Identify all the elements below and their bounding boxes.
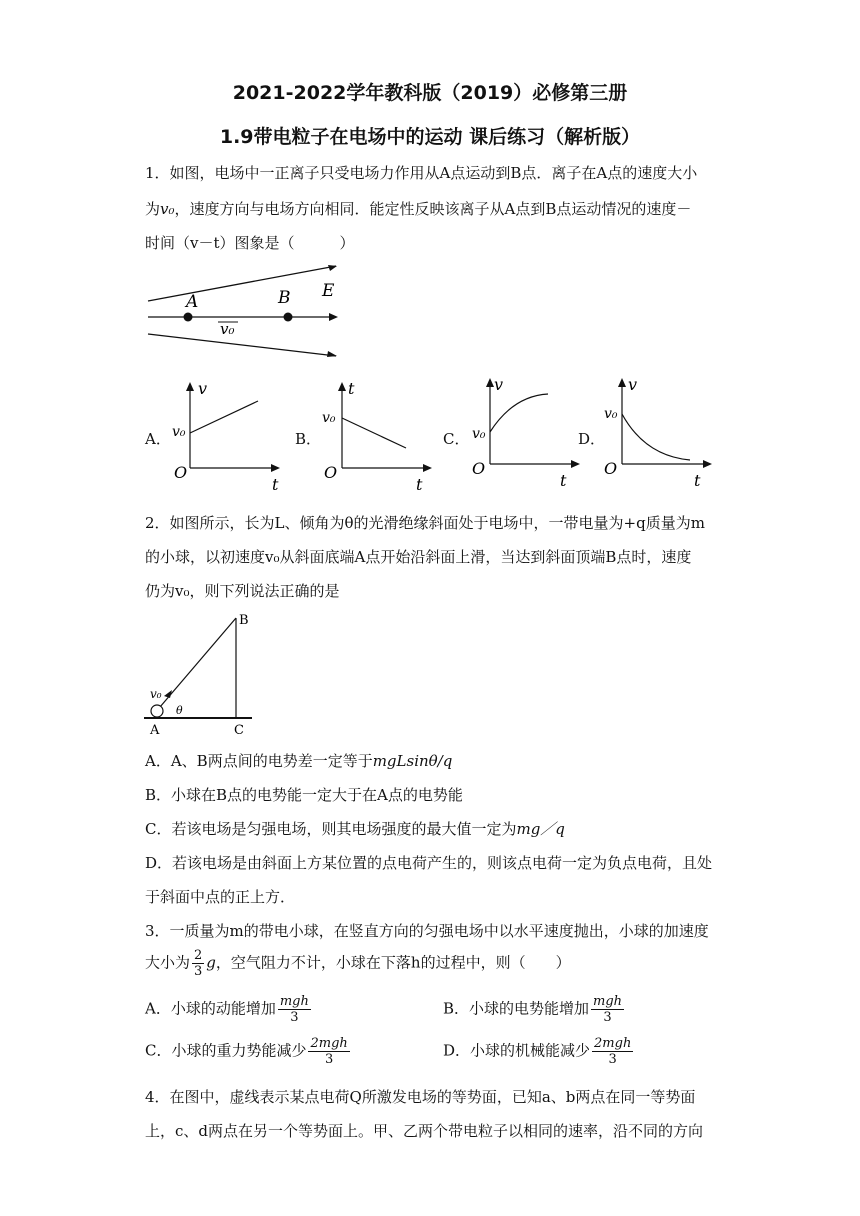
q2-option-A[interactable]: A．A、B两点间的电势差一定等于mgLsinθ/q [145,752,453,770]
svg-text:O: O [324,463,338,482]
svg-text:v₀: v₀ [322,410,336,426]
q2-option-D-line1[interactable]: D．若该电场是由斜面上方某位置的点电荷产生的，则该点电荷一定为负点电荷，且处 [145,854,713,872]
q3-option-A[interactable]: A．小球的动能增加 $\frac{\text{mgh}}{3}$ [145,994,309,1025]
q1-graph-A [168,378,288,493]
q1-option-D[interactable]: D． [578,430,606,448]
svg-text:v₀: v₀ [172,424,186,440]
q1-graph-D [600,374,720,489]
q2-option-C[interactable]: C．若该电场是匀强电场，则其电场强度的最大值一定为mg／q [145,820,565,838]
document-title: 2021-2022学年教科版（2019）必修第三册 [232,82,628,104]
q3-line1: 3．一质量为m的带电小球，在竖直方向的匀强电场中以水平速度抛出，小球的加速度 [145,922,709,940]
svg-text:O: O [472,459,486,478]
q2-line1: 2．如图所示，长为L、倾角为θ的光滑绝缘斜面处于电场中，一带电量为+q质量为m [145,514,705,532]
svg-text:t: t [272,475,279,493]
q1-line3: 时间（v－t）图象是（ ） [145,234,355,252]
q1-option-C[interactable]: C． [443,430,470,448]
svg-text:v₀: v₀ [150,687,162,701]
svg-text:t: t [416,475,423,493]
q1-line2: 为v₀，速度方向与电场方向相同．能定性反映该离子从A点到B点运动情况的速度－ [145,200,692,218]
q1-option-B[interactable]: B． [295,430,322,448]
svg-text:B: B [239,613,249,628]
q2-line2: 的小球，以初速度v₀从斜面底端A点开始沿斜面上滑，当达到斜面顶端B点时，速度 [145,548,692,566]
q1-line1: 1．如图，电场中一正离子只受电场力作用从A点运动到B点．离子在A点的速度大小 [145,164,698,182]
svg-text:t: t [560,471,567,489]
svg-text:θ: θ [176,704,183,717]
svg-text:v₀: v₀ [604,406,618,422]
svg-text:C: C [234,723,244,738]
q1-option-A[interactable]: A． [145,430,171,448]
q3-option-D[interactable]: D．小球的机械能减少 $\frac{\text{2mgh}}{3}$ [443,1036,632,1067]
q3-line2: 大小为 $\frac{2}{3}$ g，空气阻力不计，小球在下落h的过程中，则（ ） [145,948,571,979]
q1-label-v0: v₀ [220,320,235,338]
svg-text:v: v [628,375,638,394]
svg-text:t: t [694,471,701,489]
q2-option-B[interactable]: B．小球在B点的电势能一定大于在A点的电势能 [145,786,463,804]
q4-line2: 上，c、d两点在另一个等势面上。甲、乙两个带电粒子以相同的速率，沿不同的方向 [145,1122,704,1140]
svg-text:v: v [198,379,208,398]
svg-text:A: A [150,723,160,738]
q3-fraction: $\frac{2}{3}$ [194,948,203,979]
svg-text:v₀: v₀ [472,426,486,442]
q2-line3: 仍为v₀，则下列说法正确的是 [145,582,340,600]
q4-line1: 4．在图中，虚线表示某点电荷Q所激发电场的等势面，已知a、b两点在同一等势面 [145,1088,696,1106]
q2-option-D-line2: 于斜面中点的正上方． [145,888,296,906]
svg-text:t: t [348,379,355,398]
q1-graph-B [320,378,440,493]
q3-option-C[interactable]: C．小球的重力势能减少 $\frac{\text{2mgh}}{3}$ [145,1036,348,1067]
q1-graph-C [468,374,588,489]
svg-text:O: O [174,463,188,482]
q1-label-B: B [278,288,291,308]
q1-label-E: E [322,281,335,301]
svg-text:v: v [494,375,504,394]
q1-field-figure [140,258,360,358]
document-subtitle: 1.9带电粒子在电场中的运动 课后练习（解析版） [219,126,641,148]
svg-text:O: O [604,459,618,478]
q1-label-A: A [186,292,199,312]
q2-incline-figure [140,610,270,740]
q3-option-B[interactable]: B．小球的电势能增加 $\frac{\text{mgh}}{3}$ [443,994,623,1025]
